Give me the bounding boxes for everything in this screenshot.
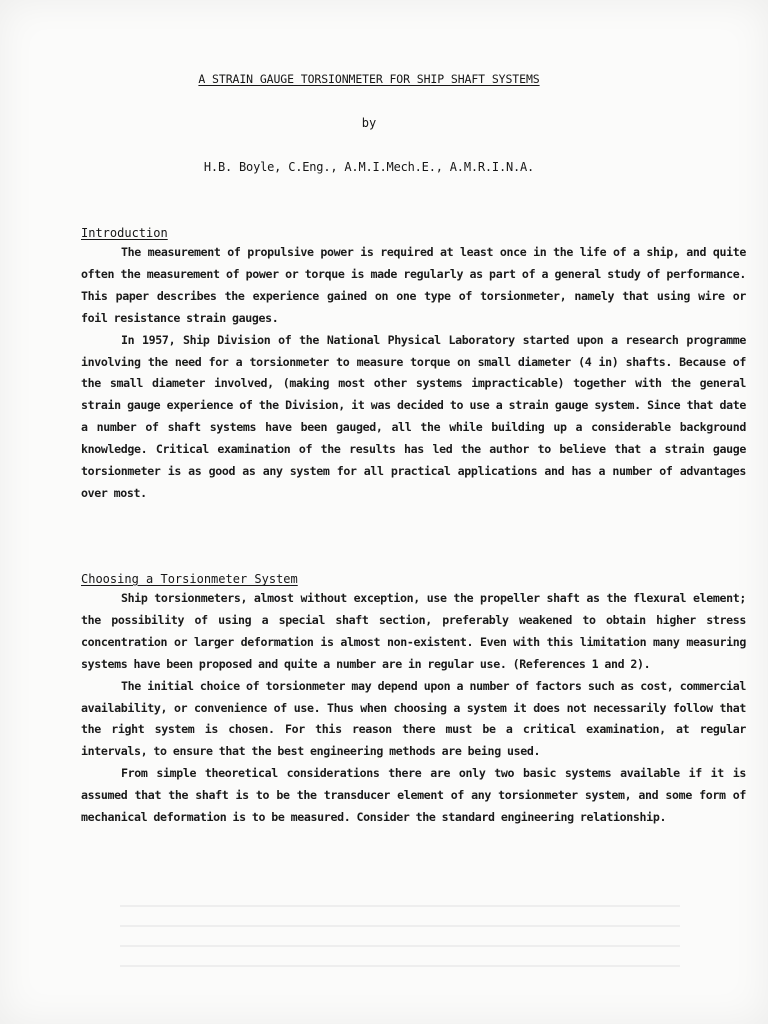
section-heading-choosing: Choosing a Torsionmeter System: [81, 572, 298, 586]
paragraph: Ship torsionmeters, almost without exception, use the propeller shaft as the flexural element; the possibility of using a special shaft section, preferably weakened to obtain higher stress concentration or larger deformation is almost non-existent. Even with this limitation many measuring systems have been proposed and quite a number are in regular use. (References 1 and 2).: [81, 591, 746, 671]
section-choosing-torsionmeter: [81, 570, 746, 829]
paragraph: The initial choice of torsionmeter may depend upon a number of factors such as cost, commercial availability, or convenience of use. Thus when choosing a system it does not necessarily follow that the right system is chosen. For this reason there must be a critical examination, at regular intervals, to ensure that the best engineering methods are being used.: [81, 678, 746, 759]
paragraph: From simple theoretical considerations there are only two basic systems available if it is assumed that the shaft is to be the transducer element of any torsionmeter system, and some form of mechanical deformation is to be measured. Consider the standard engineering relationship.: [81, 766, 746, 825]
section-heading-introduction: Introduction: [81, 226, 168, 240]
byline: by: [361, 116, 377, 130]
section-introduction: [81, 224, 746, 505]
paper-title: A STRAIN GAUGE TORSIONMETER FOR SHIP SHAFT SYSTEMS: [198, 72, 540, 86]
bleed-through-texture: [120, 905, 680, 975]
paragraph: In 1957, Ship Division of the National Physical Laboratory started upon a research programme involving the need for a torsionmeter to measure torque on small diameter (4 in) shafts. Because of the small diameter involved, (making most other systems impracticable) together with the general strain gauge experience of the Division, it was decided to use a strain gauge system. Since that date a number of shaft systems have been gauged, all the while building up a considerable background knowledge. Critical examination of the results has led the author to believe that a strain gauge torsionmeter is as good as any system for all practical applications and has a number of advantages over most.: [81, 332, 746, 500]
author-line: H.B. Boyle, C.Eng., A.M.I.Mech.E., A.M.R.I.N.A.: [203, 160, 535, 174]
paragraph: The measurement of propulsive power is required at least once in the life of a ship, and quite often the measurement of power or torque is made regularly as part of a general study of performance. This paper describes the experience gained on one type of torsionmeter, namely that using wire or foil resistance strain gauges.: [81, 245, 746, 325]
